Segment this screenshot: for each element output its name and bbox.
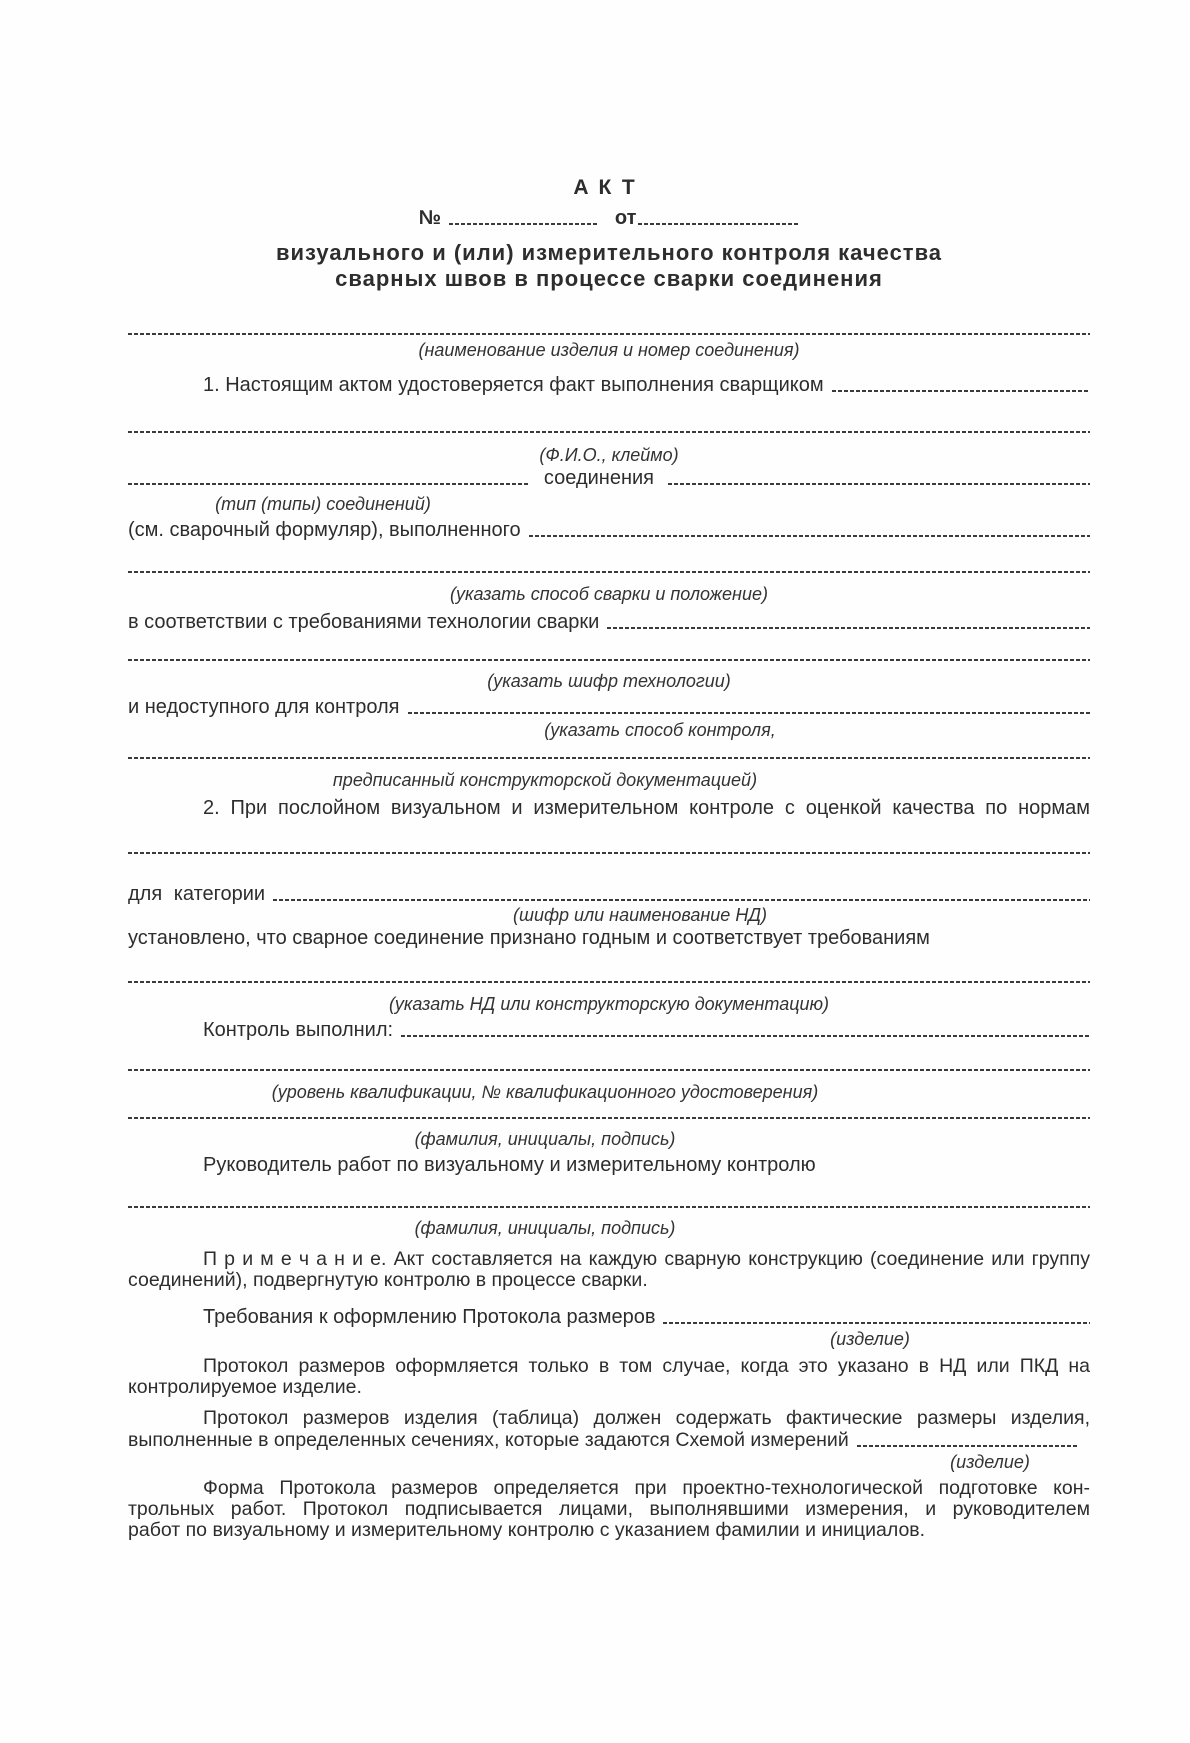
joint-type-blank xyxy=(128,483,530,485)
act-date-blank xyxy=(638,223,799,225)
blank-line-fio xyxy=(128,431,1090,433)
tech-code-blank xyxy=(607,627,1090,629)
protocol-rules-line-1: Протокол размеров оформляется только в том случае, когда это указано в НД или ПКД на xyxy=(203,1355,1090,1377)
clause-2-text: 2. При послойном визуальном и измерительном контроле с оценкой качества по нормам xyxy=(203,797,1090,819)
subtitle-line-2: сварных швов в процессе сварки соединения xyxy=(335,266,883,291)
caption-item-name: (наименование изделия и номер соединения) xyxy=(418,340,800,360)
blank-line-control-method xyxy=(128,757,1090,759)
caption-tech-code: (указать шифр технологии) xyxy=(487,671,731,691)
caption-fio: (Ф.И.О., клеймо) xyxy=(539,445,679,465)
caption-joint-types: (тип (типы) соединений) xyxy=(215,494,431,514)
measurement-scheme-blank xyxy=(857,1445,1077,1447)
caption-qualification: (уровень квалификации, № квалификационного удостоверения) xyxy=(271,1082,819,1102)
category-row xyxy=(128,882,1090,906)
control-by-row xyxy=(128,1018,1090,1042)
act-number-label: № xyxy=(418,207,441,229)
caption-control-method-2: предписанный конструкторской документацией) xyxy=(332,770,758,790)
blank-line-qualification xyxy=(128,1069,1090,1071)
act-number-row xyxy=(128,206,1090,230)
tech-requirements-row xyxy=(128,610,1090,634)
supervisor-text: Руководитель работ по визуальному и измерительному контролю xyxy=(203,1154,816,1176)
protocol-rules-line-2: контролируемое изделие. xyxy=(128,1376,362,1398)
clause-1-row xyxy=(128,373,1090,397)
joint-word: соединения xyxy=(543,467,654,489)
category-blank xyxy=(273,899,1090,901)
blank-line-tech-code xyxy=(128,659,1090,661)
welding-form-blank xyxy=(529,535,1090,537)
inaccessible-text: и недоступного для контроля xyxy=(128,696,400,718)
protocol-form-text xyxy=(128,1478,1090,1541)
requirements-text: Требования к оформлению Протокола размеров xyxy=(203,1306,656,1328)
act-date-label: от xyxy=(614,207,637,229)
protocol-contents-line-2: выполненные в определенных сечениях, которые задаются Схемой измерений xyxy=(128,1429,849,1451)
welder-name-blank xyxy=(832,390,1090,392)
blank-line-signature-2 xyxy=(128,1206,1090,1208)
caption-control-method-1: (указать способ контроля, xyxy=(544,720,776,740)
control-by-blank xyxy=(401,1035,1090,1037)
note-text xyxy=(128,1249,1090,1291)
welding-form-text: (см. сварочный формуляр), выполненного xyxy=(128,519,521,541)
welding-form-row xyxy=(128,518,1090,542)
caption-item-1: (изделие) xyxy=(830,1329,910,1349)
note-line-2: соединений), подвергнутую контролю в процессе сварки. xyxy=(128,1269,648,1291)
subtitle-line-1: визуального и (или) измерительного контроля качества xyxy=(275,240,943,265)
caption-nd-doc: (указать НД или конструкторскую документацию) xyxy=(388,994,830,1014)
category-text: для категории xyxy=(128,883,266,905)
caption-signature-1: (фамилия, инициалы, подпись) xyxy=(414,1129,676,1149)
category-continuation-line xyxy=(128,852,1090,854)
control-by-text: Контроль выполнил: xyxy=(203,1019,394,1041)
protocol-form-line-1: Форма Протокола размеров определяется при проектно-технологической подготовке кон- xyxy=(203,1477,1090,1499)
requirements-row xyxy=(128,1305,1090,1329)
caption-item-2: (изделие) xyxy=(950,1452,1030,1472)
conclusion-text: установлено, что сварное соединение признано годным и соответствует требованиям xyxy=(128,927,930,949)
caption-signature-2: (фамилия, инициалы, подпись) xyxy=(414,1218,676,1238)
control-method-blank xyxy=(408,712,1090,714)
protocol-contents-line-1: Протокол размеров изделия (таблица) должен содержать фактические размеры изделия, xyxy=(203,1407,1090,1429)
blank-line-weld-method xyxy=(128,571,1090,573)
protocol-form-line-2: трольных работ. Протокол подписывается лицами, выполнявшими измерения, и руководителем xyxy=(128,1498,1090,1520)
protocol-rules-text xyxy=(128,1356,1090,1398)
requirements-blank xyxy=(663,1322,1090,1324)
clause-1-text: 1. Настоящим актом удостоверяется факт выполнения сварщиком xyxy=(203,374,824,396)
inaccessible-row xyxy=(128,695,1090,719)
act-number-blank xyxy=(449,223,599,225)
caption-weld-method: (указать способ сварки и положение) xyxy=(450,584,768,604)
blank-line-item-name xyxy=(128,333,1090,335)
caption-nd-code: (шифр или наименование НД) xyxy=(513,905,767,925)
tech-requirements-text: в соответствии с требованиями технологии сварки xyxy=(128,611,600,633)
joint-number-blank xyxy=(668,483,1090,485)
blank-line-signature-1 xyxy=(128,1117,1090,1119)
doc-title: АКТ xyxy=(573,176,645,199)
measurement-scheme-row xyxy=(128,1428,1090,1452)
note-line-1: П р и м е ч а н и е. Акт составляется на каждую сварную конструкцию (соединение или группу xyxy=(203,1248,1090,1270)
blank-line-nd-doc xyxy=(128,981,1090,983)
protocol-form-line-3: работ по визуальному и измерительному контролю с указанием фамилии и инициалов. xyxy=(128,1519,926,1541)
joint-row xyxy=(128,466,1090,490)
